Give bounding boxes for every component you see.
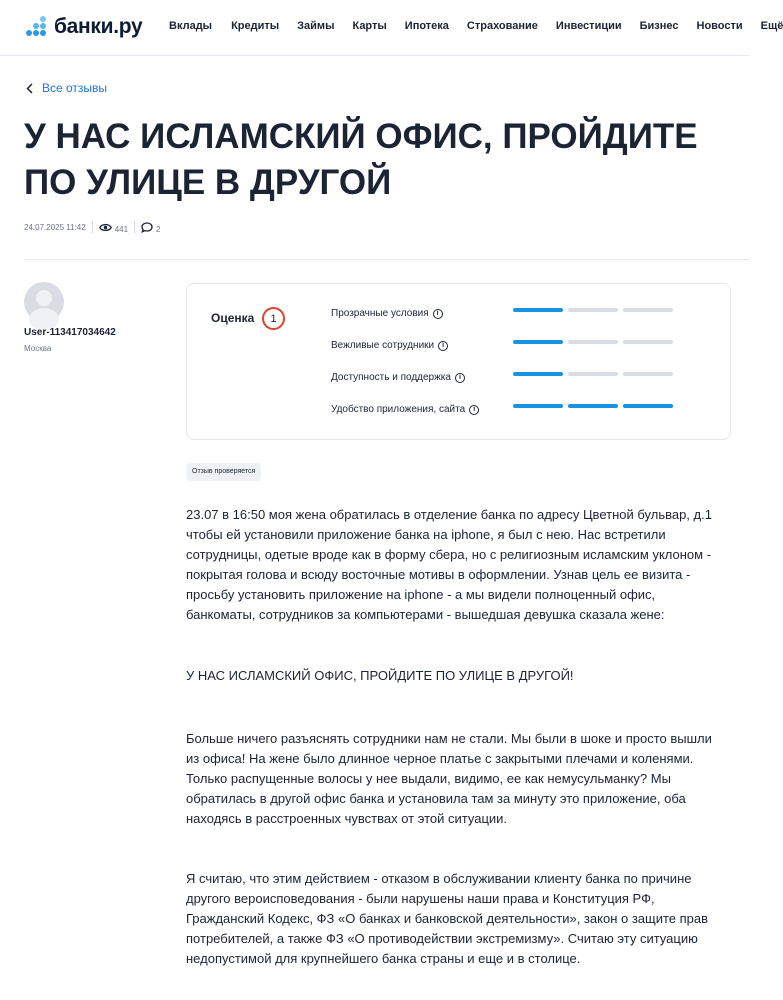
criterion-bars <box>513 308 678 312</box>
review-paragraph: У НАС ИСЛАМСКИЙ ОФИС, ПРОЙДИТЕ ПО УЛИЦЕ В ДРУГОЙ! <box>186 668 574 683</box>
criterion-label: Вежливые сотрудники <box>331 340 435 351</box>
review-paragraph: Больше ничего разъяснять сотрудники нам не стали. Мы были в шоке и просто вышли из офиса! На жене было длинное черное платье с закрытыми плечами и коленями. Только распущенные волосы у нее выдали, видимо, ее как немусульманку? Мы обратилась в другой офис банка и установила там за минуту это приложение, оба находясь в расстроенных чувствах от этой ситуации. <box>186 731 712 826</box>
author-city: Москва <box>24 344 52 353</box>
nav-item-news[interactable]: Новости <box>696 20 743 32</box>
criterion-bars <box>513 404 678 408</box>
nav-item-loans[interactable]: Займы <box>297 20 335 32</box>
info-icon[interactable]: i <box>455 373 465 383</box>
meta-divider <box>92 221 93 233</box>
rating-bar-segment <box>623 404 673 408</box>
avatar-head-shape <box>36 290 52 306</box>
rating-bar-segment <box>623 372 673 376</box>
logo-text: банки.ру <box>54 15 143 38</box>
comments-count: 2 <box>156 225 161 234</box>
review-paragraph: 23.07 в 16:50 моя жена обратилась в отделение банка по адресу Цветной бульвар, д.1 чтобы ей установили приложение банка на iphone, я был с нею. Нас встретили сотрудницы, одетые вроде как в форму сбера, но с религиозным исламским уклоном - покрытая голова и всюду восточные мотивы в оформлении. Узнав цель ее визита - просьбу установить приложение на iphone - а мы видели полноценный офис, банкоматы, сотрудников за компьютерами - вышедшая девушка сказала жене: <box>186 507 712 622</box>
rating-label: Оценка <box>211 311 255 325</box>
rating-card <box>186 283 731 440</box>
nav-item-deposits[interactable]: Вклады <box>169 20 213 32</box>
nav-item-mortgage[interactable]: Ипотека <box>404 20 449 32</box>
review-paragraph: Я считаю, что этим действием - отказом в обслуживании клиенту банка по причине другого вероисповедования - были нарушены наши права и Конституция РФ, Гражданский Кодекс, ФЗ «О банках и банковской деятельности», закон о защите прав потребителей, а также ФЗ «О противодействии экстремизму». Считаю эту ситуацию недопустимой для крупнейшего банка страны и еще и в столице. <box>186 871 709 966</box>
rating-bar-segment <box>513 404 563 408</box>
meta-divider <box>134 221 135 233</box>
nav-item-business[interactable]: Бизнес <box>639 20 679 32</box>
rating-bar-segment <box>513 308 563 312</box>
nav-item-cards[interactable]: Карты <box>352 20 387 32</box>
info-icon[interactable]: i <box>438 341 448 351</box>
criterion-polite-staff <box>331 340 448 351</box>
site-header <box>0 0 783 56</box>
chevron-left-icon <box>26 83 33 94</box>
avatar <box>24 282 64 322</box>
rating-bar-segment <box>623 340 673 344</box>
nav-item-more[interactable]: Ещё <box>760 20 783 32</box>
rating-bar-segment <box>623 308 673 312</box>
eye-icon <box>99 223 112 232</box>
review-meta <box>24 220 161 234</box>
rating-bar-segment <box>568 308 618 312</box>
rating-bar-segment <box>568 404 618 408</box>
section-divider <box>24 259 749 260</box>
criterion-availability-support <box>331 372 465 383</box>
criterion-transparent-terms <box>331 308 443 319</box>
rating-bar-segment <box>513 340 563 344</box>
criterion-app-convenience <box>331 404 479 415</box>
main-nav <box>169 20 783 32</box>
site-logo[interactable] <box>24 13 142 41</box>
criterion-label: Прозрачные условия <box>331 308 429 319</box>
info-icon[interactable]: i <box>433 309 443 319</box>
back-link-label: Все отзывы <box>42 81 108 95</box>
views-counter <box>99 220 128 234</box>
rating-score: 1 <box>262 307 285 330</box>
rating-bar-segment <box>568 340 618 344</box>
nav-item-insurance[interactable]: Страхование <box>466 20 538 32</box>
rating-bar-segment <box>513 372 563 376</box>
info-icon[interactable]: i <box>469 405 479 415</box>
review-title: У НАС ИСЛАМСКИЙ ОФИС, ПРОЙДИТЕ ПО УЛИЦЕ В ДРУГОЙ <box>24 117 698 202</box>
criterion-bars <box>513 372 678 376</box>
review-status-badge: Отзыв проверяется <box>186 463 261 481</box>
author-name[interactable]: User-113417034642 <box>24 327 116 338</box>
criterion-label: Удобство приложения, сайта <box>331 404 466 415</box>
nav-item-investments[interactable]: Инвестиции <box>555 20 622 32</box>
views-count: 441 <box>114 225 129 234</box>
back-to-reviews-link[interactable] <box>26 81 107 95</box>
criterion-label: Доступность и поддержка <box>331 372 451 383</box>
nav-item-credits[interactable]: Кредиты <box>231 20 280 32</box>
criterion-bars <box>513 340 678 344</box>
rating-bar-segment <box>568 372 618 376</box>
logo-dots-icon <box>24 15 48 39</box>
review-date: 24.07.2025 11:42 <box>24 222 86 232</box>
comment-icon <box>141 222 153 233</box>
comments-counter[interactable] <box>141 220 160 234</box>
